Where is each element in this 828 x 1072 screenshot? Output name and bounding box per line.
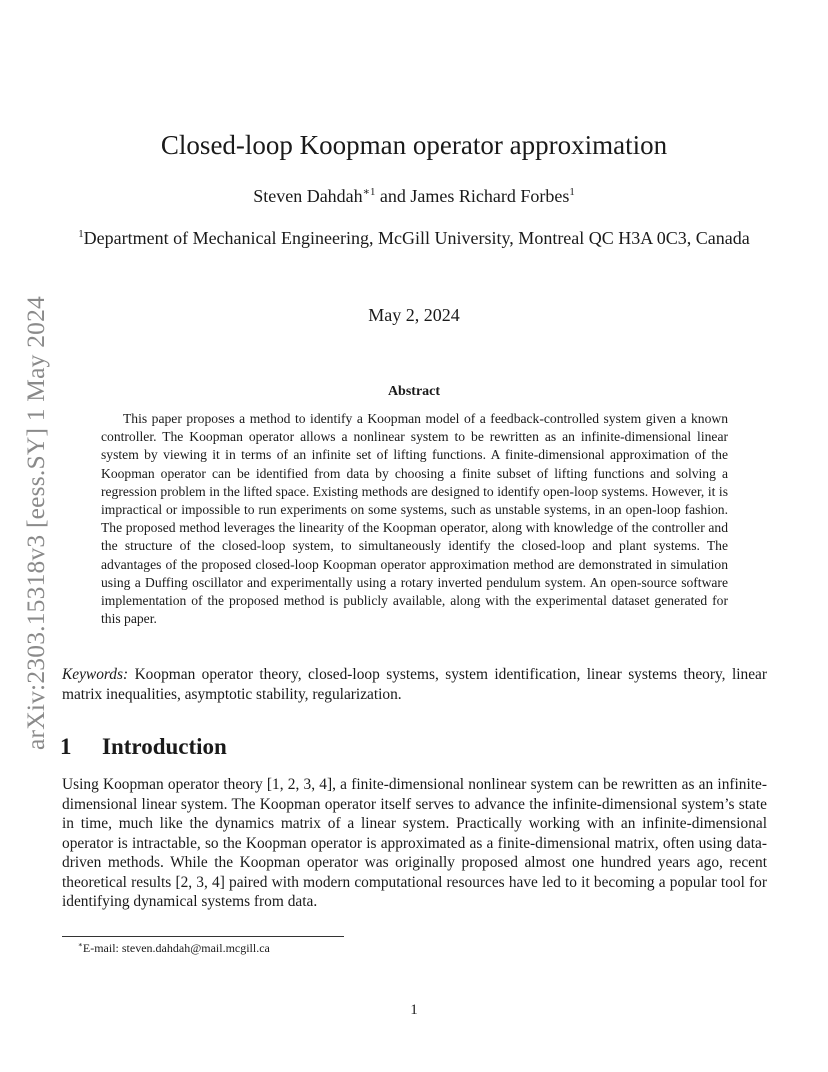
affiliation-mark: 1 <box>78 228 84 240</box>
author-name: Steven Dahdah <box>253 186 363 206</box>
author-line <box>0 184 828 208</box>
paper-date: May 2, 2024 <box>368 305 460 325</box>
section-number: 1 <box>60 734 72 759</box>
page-number: 1 <box>410 1002 418 1018</box>
paper-title: Closed-loop Koopman operator approximation <box>160 130 668 160</box>
abstract-heading: Abstract <box>387 384 441 399</box>
author-conjunction: and <box>379 186 406 206</box>
author-name: James Richard Forbes <box>410 186 570 206</box>
keywords-label: Keywords: <box>62 666 129 683</box>
footnote <box>78 940 270 956</box>
introduction-paragraph: Using Koopman operator theory [1, 2, 3, 4], a finite-dimensional nonlinear system can be rewritten as an infinite-dimensional linear system. The Koopman operator itself serves to advance the infinite-dimensional system’s state in time, much like the dynamics matrix of a linear system. Practically working with an infinite-dimensional operator is intractable, so the Koopman operator is approximated as a finite-dimensional matrix, often using data-driven methods. While the Koopman operator was originally proposed almost one hundred years ago, recent theoretical results [2, 3, 4] paired with modern computational resources have led to it becoming a popular tool for identifying dynamical systems from data. <box>62 776 767 910</box>
affiliation-text: Department of Mechanical Engineering, McGill University, Montreal QC H3A 0C3, Canada <box>83 228 750 248</box>
footnote-email: E-mail: steven.dahdah@mail.mcgill.ca <box>82 941 270 955</box>
author-affiliation-mark: 1 <box>569 186 575 198</box>
keywords-text: Koopman operator theory, closed-loop systems, system identification, linear systems theory, linear matrix inequalities, asymptotic stability, regularization. <box>62 666 767 703</box>
footnote-mark: ∗ <box>78 941 83 949</box>
arxiv-identifier <box>14 278 58 768</box>
abstract-text: This paper proposes a method to identify a Koopman model of a feedback-controlled system given a known controller. The Koopman operator allows a nonlinear system to be rewritten as an infinite-dimensional linear system by viewing it in terms of an infinite set of lifting functions. A finite-dimensional approximation of the Koopman operator can be identified from data by choosing a finite subset of lifting functions and solving a regression problem in the lifted space. Existing methods are designed to identify open-loop systems. However, it is impractical or impossible to run experiments on some systems, such as unstable systems, in an open-loop fashion. The proposed method leverages the linearity of the Koopman operator, along with knowledge of the controller and the structure of the closed-loop system, to simultaneously identify the closed-loop and plant systems. The advantages of the proposed closed-loop Koopman operator approximation method are demonstrated in simulation using a Duffing oscillator and experimentally using a rotary inverted pendulum system. An open-source software implementation of the proposed method is publicly available, along with the experimental dataset generated for this paper. <box>101 411 728 627</box>
arxiv-identifier-text: arXiv:2303.15318v3 [eess.SY] 1 May 2024 <box>21 296 50 751</box>
author-affiliation-mark: ∗1 <box>362 186 376 198</box>
keywords <box>62 665 767 704</box>
footnote-divider <box>62 936 344 937</box>
section-title: Introduction <box>102 734 227 759</box>
affiliation <box>62 226 766 251</box>
section-heading-introduction <box>60 732 227 762</box>
